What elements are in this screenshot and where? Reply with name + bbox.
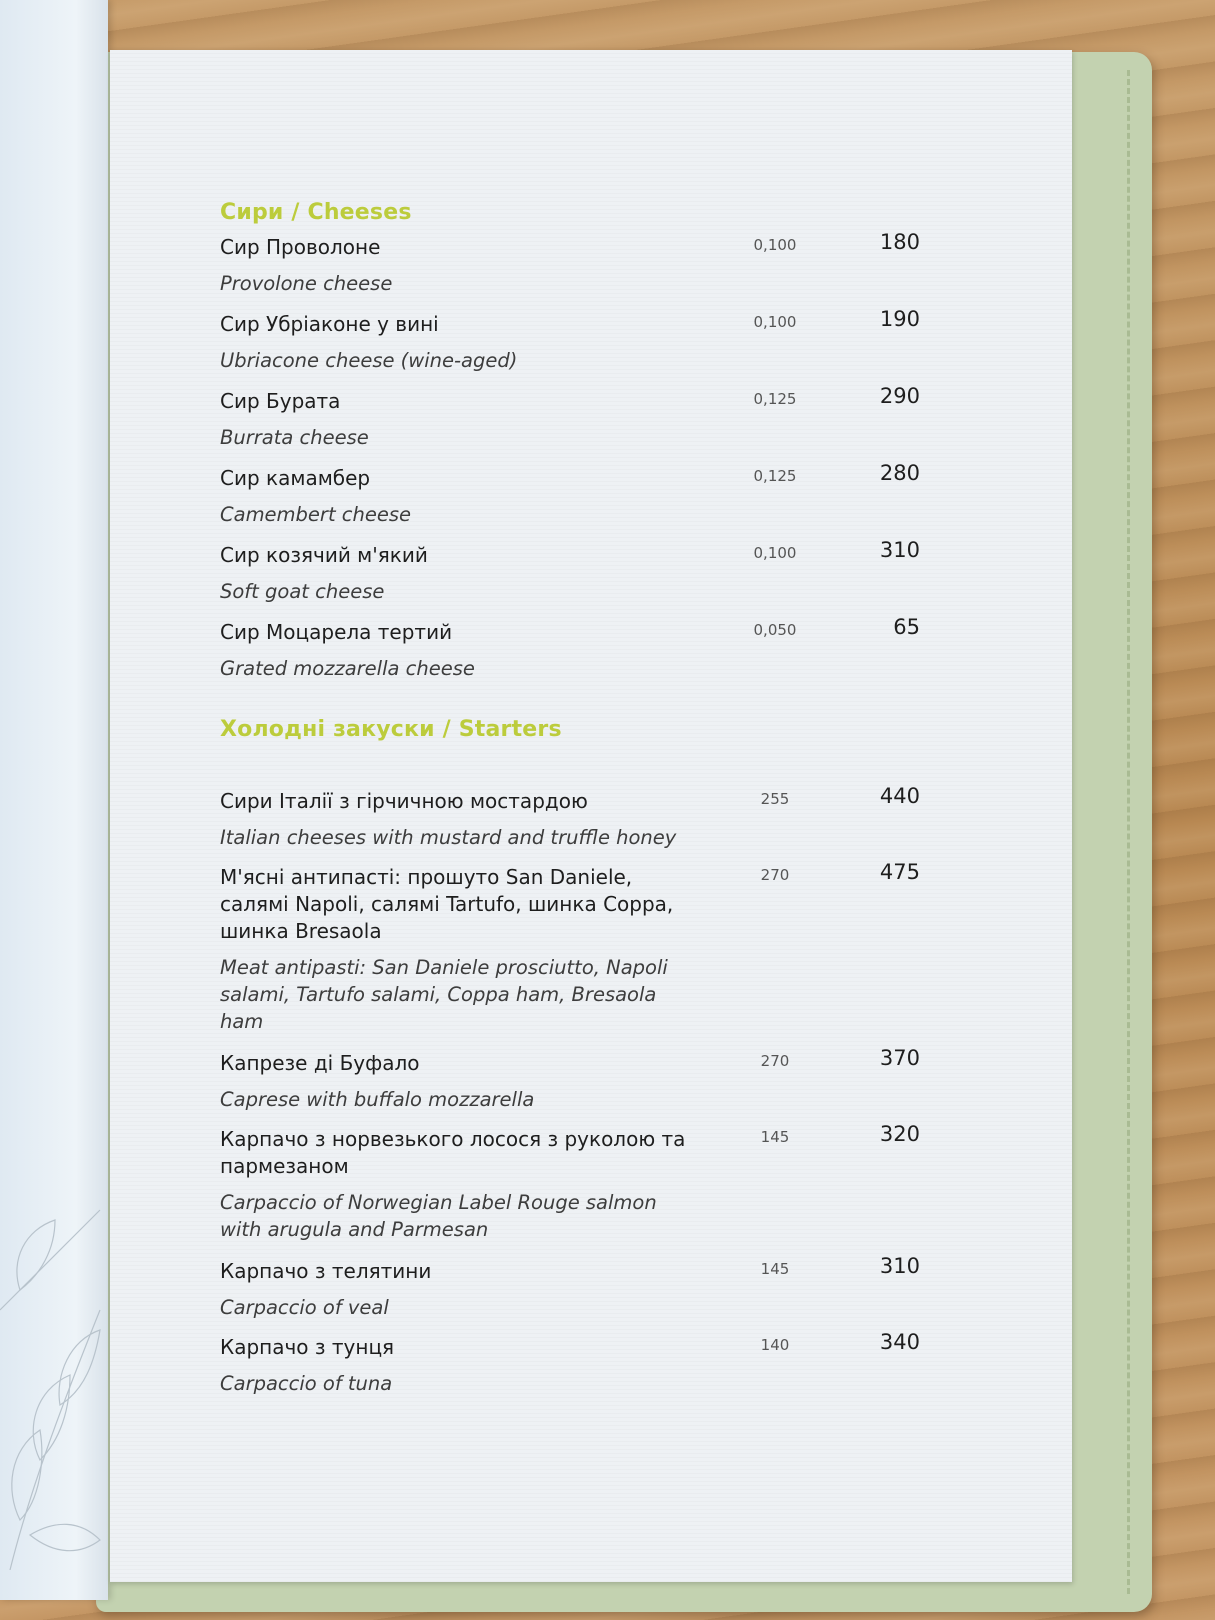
item-price: 310 xyxy=(879,1254,920,1278)
item-weight: 0,125 xyxy=(753,467,797,485)
item-description: Burrata cheese xyxy=(220,426,369,449)
menu-item xyxy=(220,784,920,851)
item-price: 320 xyxy=(879,1122,920,1146)
item-weight: 145 xyxy=(760,1260,790,1278)
item-name: Сир Убріаконе у вині xyxy=(220,312,439,336)
menu-item xyxy=(220,615,920,682)
menu-item xyxy=(220,384,920,451)
menu-item xyxy=(220,230,920,297)
item-description: Soft goat cheese xyxy=(220,580,385,603)
menu-item xyxy=(220,1330,920,1397)
item-description: Provolone cheese xyxy=(220,272,393,295)
item-name: Сири Італії з гірчичною мостардою xyxy=(220,789,588,813)
item-description: Italian cheeses with mustard and truffle honey xyxy=(220,826,677,849)
item-price: 340 xyxy=(879,1330,920,1354)
leaf-illustration xyxy=(0,1190,108,1570)
item-name: Сир Бурата xyxy=(220,389,341,413)
item-price: 65 xyxy=(893,615,920,639)
item-description: Carpaccio of tuna xyxy=(220,1372,393,1395)
left-page xyxy=(0,0,108,1600)
menu-item xyxy=(220,860,920,1035)
menu-item xyxy=(220,1046,920,1113)
item-description: Carpaccio of Norwegian Label Rouge salmon with arugula and Parmesan xyxy=(220,1191,657,1241)
section-title-starters: Холодні закуски / Starters xyxy=(220,717,562,742)
item-price: 370 xyxy=(879,1046,920,1070)
item-name: Сир козячий м'який xyxy=(220,543,428,567)
item-name: Сир Проволоне xyxy=(220,235,381,259)
menu-item xyxy=(220,1122,920,1243)
item-name: Капрезе ді Буфало xyxy=(220,1051,420,1075)
item-price: 310 xyxy=(879,538,920,562)
item-description: Camembert cheese xyxy=(220,503,412,526)
item-weight: 145 xyxy=(760,1128,790,1146)
menu-item xyxy=(220,538,920,605)
item-weight: 0,100 xyxy=(753,544,797,562)
item-name: Карпачо з норвезького лосося з руколою та пармезаном xyxy=(220,1127,686,1178)
item-name: Карпачо з тунця xyxy=(220,1335,395,1359)
item-price: 280 xyxy=(879,461,920,485)
item-price: 190 xyxy=(879,307,920,331)
item-price: 440 xyxy=(879,784,920,808)
item-name: Сир Моцарела тертий xyxy=(220,620,453,644)
item-description: Ubriacone cheese (wine-aged) xyxy=(220,349,518,372)
item-weight: 0,050 xyxy=(753,621,797,639)
item-weight: 0,100 xyxy=(753,236,797,254)
menu-item xyxy=(220,461,920,528)
item-price: 290 xyxy=(879,384,920,408)
menu-item xyxy=(220,307,920,374)
item-name: Карпачо з телятини xyxy=(220,1259,432,1283)
item-weight: 270 xyxy=(760,866,790,884)
item-description: Caprese with buffalo mozzarella xyxy=(220,1088,535,1111)
item-description: Grated mozzarella cheese xyxy=(220,657,475,680)
item-price: 180 xyxy=(879,230,920,254)
menu-item xyxy=(220,1254,920,1321)
section-title-cheeses: Сири / Cheeses xyxy=(220,200,412,225)
item-weight: 255 xyxy=(760,790,790,808)
item-weight: 140 xyxy=(760,1336,790,1354)
cover-stitching xyxy=(1127,70,1130,1594)
item-weight: 0,125 xyxy=(753,390,797,408)
item-weight: 270 xyxy=(760,1052,790,1070)
menu-page xyxy=(110,50,1072,1582)
item-weight: 0,100 xyxy=(753,313,797,331)
item-price: 475 xyxy=(879,860,920,884)
item-name: М'ясні антипасті: прошуто San Daniele, салямі Napoli, салямі Tartufo, шинка Coppa, шинка Bresaola xyxy=(220,865,674,943)
item-name: Сир камамбер xyxy=(220,466,371,490)
item-description: Carpaccio of veal xyxy=(220,1296,389,1319)
item-description: Meat antipasti: San Daniele prosciutto, Napoli salami, Tartufo salami, Coppa ham, Bresaola ham xyxy=(220,956,668,1033)
